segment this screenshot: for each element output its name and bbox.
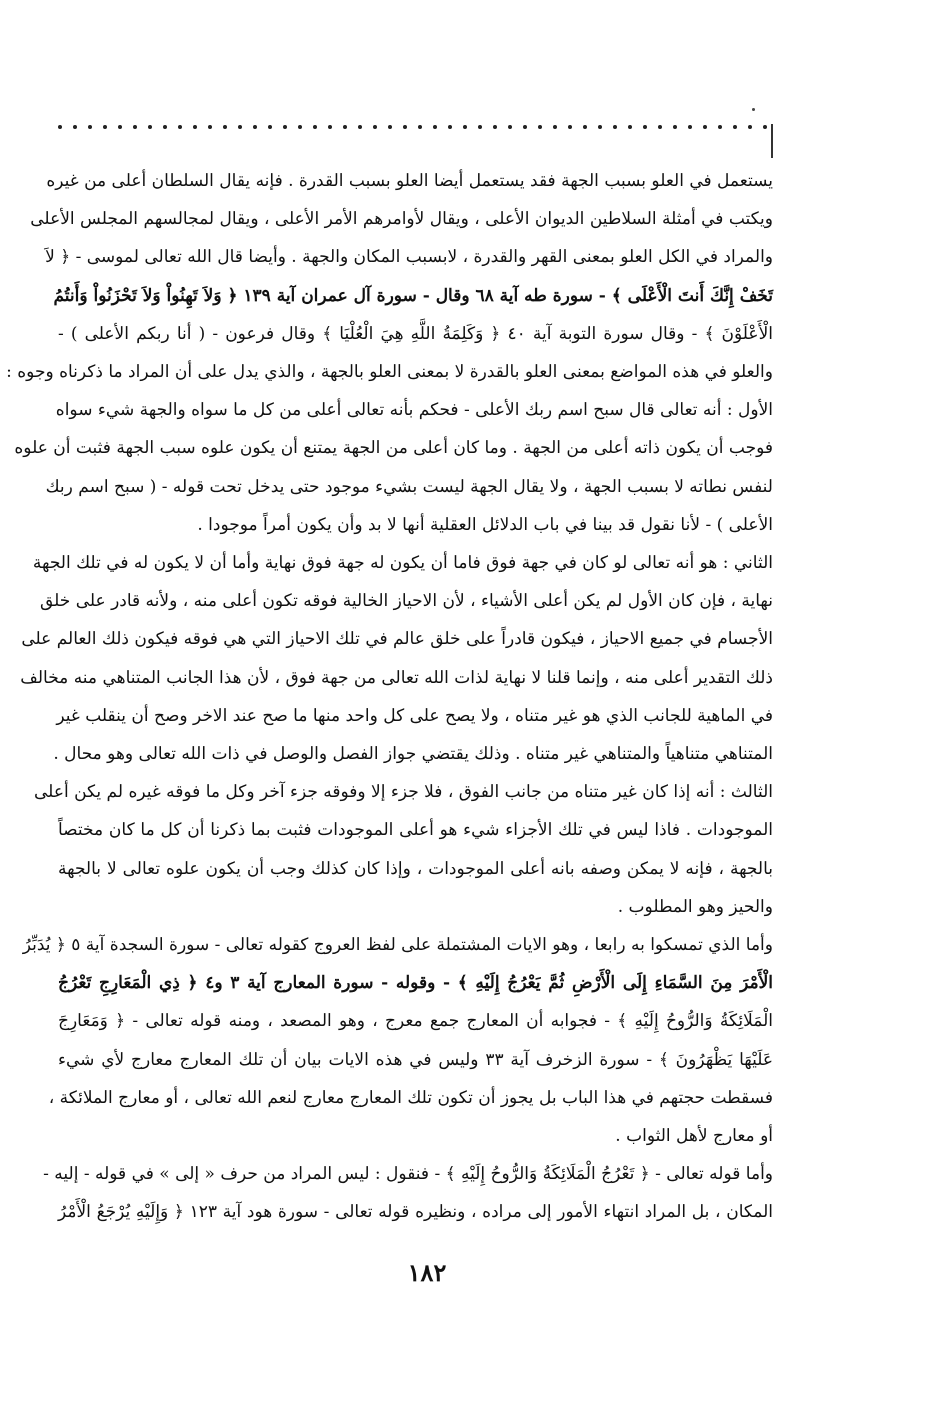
separator-dot xyxy=(748,125,752,129)
separator-dot xyxy=(253,125,257,129)
text-line: نهاية ، فإن كان الأول لم يكن أعلى الأشياء ، لأن الاحياز الخالية فوقه تكون أعلى منه ، ولأنه قادر على خلق xyxy=(40,591,773,612)
text-line: والعلو في هذه المواضع بمعنى العلو بالقدرة لا بمعنى العلو بالجهة ، والذي يدل على أن المراد ما ذكرناه وجوه : xyxy=(6,362,773,382)
text-line: الثاني : هو أنه تعالى لو كان في جهة فوق فاما أن يكون له جهة فوق نهاية وأما أن لا يكون له في تلك الجهة xyxy=(32,553,773,573)
text-line: بالجهة ، فإنه لا يمكن وصفه بانه أعلى الموجودات ، وإذا كان كذلك وجب أن يكون علوه تعالى لا بالجهة xyxy=(58,858,773,879)
body-text xyxy=(6,166,773,1236)
separator-dot xyxy=(583,125,587,129)
text-line: يستعمل في العلو بسبب الجهة فقد يستعمل أيضا العلو بسبب القدرة . فإنه يقال السلطان أعلى من غيره xyxy=(46,171,773,191)
text-line: ويكتب في أمثلة السلاطين الديوان الأعلى ، ويقال لأوامرهم الأمر الأعلى ، ويقال لمجالسهم المجلس الأعلى xyxy=(30,209,773,230)
text-line: وأما الذي تمسكوا به رابعا ، وهو الايات المشتملة على لفظ العروج كقوله تعالى - سورة السجدة آية ٥ ﴿ يُدَبِّرُ xyxy=(22,935,773,955)
separator-dot xyxy=(193,125,197,129)
separator-dot xyxy=(523,125,527,129)
separator-dot xyxy=(403,125,407,129)
separator-dot xyxy=(133,125,137,129)
separator-dot xyxy=(118,125,122,129)
separator-dot xyxy=(643,125,647,129)
separator-dot xyxy=(73,125,77,129)
page-number: ١٨٢ xyxy=(407,1258,447,1287)
corner-dot xyxy=(752,108,755,111)
separator-dot xyxy=(568,125,572,129)
text-line: في الماهية للجانب الذي هو غير متناه ، ولا يصح على كل واحد منها ما صح عند الاخر وصح أن ينقلب غير xyxy=(56,705,773,726)
text-line: عَلَيْهَا يَظْهَرُونَ ﴾ - سورة الزخرف آية ٣٣ وليس في هذه الايات بيان أن تلك المعارج معارج لأي شيء xyxy=(58,1049,773,1070)
separator-dot xyxy=(88,125,92,129)
text-line: المكان ، بل المراد انتهاء الأمور إلى مراده ، ونظيره قوله تعالى - سورة هود آية ١٢٣ ﴿ وَإِلَيْهِ يُرْجَعُ الْأَمْرُ xyxy=(58,1202,773,1223)
separator-dot xyxy=(718,125,722,129)
dotted-separator xyxy=(58,124,773,128)
separator-dot xyxy=(373,125,377,129)
text-line: الْأَمْرَ مِنَ السَّمَاءِ إِلَى الْأَرْضِ ثُمَّ يَعْرُجُ إِلَيْهِ ﴾ - وقوله - سورة المعارج آية ٣ و٤ ﴿ ذِي الْمَعَارِجِ تَعْرُجُ xyxy=(58,973,773,994)
text-line: الثالث : أنه إذا كان غير متناه من جانب الفوق ، فلا جزء إلا وفوقه جزء آخر وكل ما فوقه غيره لم يكن أعلى xyxy=(34,782,773,803)
separator-dot xyxy=(763,125,767,129)
separator-dot xyxy=(358,125,362,129)
text-line: فسقطت حجتهم في هذا الباب بل يجوز أن تكون تلك المعارج معارج لنعم الله تعالى ، أو معارج الملائكة ، xyxy=(48,1087,773,1108)
text-line: وأما قوله تعالى - ﴿ تَعْرُجُ الْمَلَائِكَةُ وَالرُّوحُ إِلَيْهِ ﴾ - فنقول : ليس المراد من حرف « إلى » في قوله - إليه - xyxy=(43,1164,773,1185)
separator-dot xyxy=(538,125,542,129)
text-line: ذلك التقدير أعلى منه ، وإنما قلنا لا نهاية لذات الله تعالى من جهة فوق ، لأن هذا الجانب المتناهي منه مخالف xyxy=(20,667,773,688)
separator-dot xyxy=(703,125,707,129)
separator-dot xyxy=(178,125,182,129)
separator-dot xyxy=(148,125,152,129)
separator-dot xyxy=(448,125,452,129)
separator-dot xyxy=(478,125,482,129)
separator-dot xyxy=(388,125,392,129)
text-line: الأول : أنه تعالى قال سبح اسم ربك الأعلى - فحكم بأنه تعالى أعلى من كل ما سواه والجهة شيء سواه xyxy=(55,400,773,421)
text-line: أو معارج لأهل الثواب . xyxy=(615,1126,773,1146)
separator-dot xyxy=(508,125,512,129)
separator-dot xyxy=(733,125,737,129)
text-line: الموجودات . فاذا ليس في تلك الأجزاء شيء هو أعلى الموجودات فثبت بما ذكرنا أن كل ما كان مختصاً xyxy=(58,820,773,841)
separator-dot xyxy=(313,125,317,129)
separator-bracket xyxy=(771,124,773,158)
separator-dot xyxy=(553,125,557,129)
separator-dot xyxy=(658,125,662,129)
separator-dot xyxy=(343,125,347,129)
separator-dot xyxy=(628,125,632,129)
separator-dot xyxy=(418,125,422,129)
text-line: الأجسام في جميع الاحياز ، فيكون قادراً على خلق عالم في تلك الاحياز التي هي فوقه فيكون ذلك العالم على xyxy=(21,629,773,650)
text-line: فوجب أن يكون ذاته أعلى من الجهة . وما كان أعلى من الجهة يمتنع أن يكون علوه سبب الجهة فثبت أن علوه xyxy=(14,438,773,459)
separator-dot xyxy=(328,125,332,129)
separator-dot xyxy=(463,125,467,129)
text-line: المتناهي متناهياً والمتناهي غير متناه . وذلك يقتضي جواز الفصل والوصل في ذات الله تعالى وهو محال . xyxy=(53,744,773,764)
separator-dot xyxy=(163,125,167,129)
separator-dot xyxy=(298,125,302,129)
text-line: الأعلى ) - لأنا نقول قد بينا في باب الدلائل العقلية أنها لا بد وأن يكون أمراً موجودا . xyxy=(197,514,773,535)
text-line: والمراد في الكل العلو بمعنى القهر والقدرة ، لابسبب المكان والجهة . وأيضا قال الله تعالى لموسى - ﴿ لاَ xyxy=(45,247,773,268)
separator-dot xyxy=(433,125,437,129)
separator-dot xyxy=(268,125,272,129)
text-line: تَخَفْ إِنَّكَ أَنتَ الْأَعْلَى ﴾ - سورة طه آية ٦٨ وقال - سورة آل عمران آية ١٣٩ ﴿ وَلاَ تَهِنُواْ وَلاَ تَحْزَنُواْ وَأَنتُمُ xyxy=(53,285,773,306)
separator-dot xyxy=(688,125,692,129)
text-line: لنفس نطاته لا بسبب الجهة ، ولا يقال الجهة ليست بشيء موجود حتى يدخل تحت قوله - ( سبح اسم ربك xyxy=(45,476,773,497)
separator-dot xyxy=(493,125,497,129)
separator-dot xyxy=(223,125,227,129)
separator-dot xyxy=(208,125,212,129)
separator-dot xyxy=(58,125,62,129)
separator-dot xyxy=(673,125,677,129)
separator-dot xyxy=(613,125,617,129)
text-line: الْمَلَائِكَةُ وَالرُّوحُ إِلَيْهِ ﴾ - فجوابه أن المعارج جمع معرج ، وهو المصعد ، ومنه قوله تعالى - ﴿ وَمَعَارِجَ xyxy=(58,1011,773,1032)
separator-dot xyxy=(283,125,287,129)
separator-dot xyxy=(103,125,107,129)
text-line: والحيز وهو المطلوب . xyxy=(617,896,773,917)
separator-dot xyxy=(238,125,242,129)
separator-dot xyxy=(598,125,602,129)
text-line: الْأَعْلَوْنَ ﴾ - وقال سورة التوبة آية ٤٠ ﴿ وَكَلِمَةُ اللَّهِ هِيَ الْعُلْيَا ﴾ وقال فرعون - ( أنا ربكم الأعلى ) - xyxy=(58,323,773,344)
